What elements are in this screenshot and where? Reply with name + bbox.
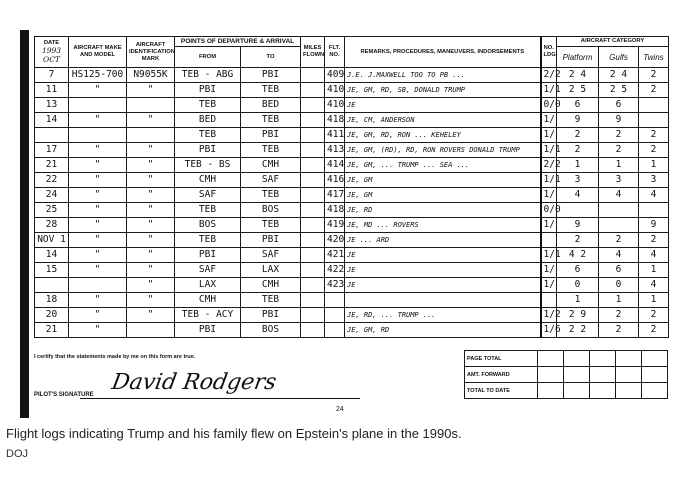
miles-cell bbox=[301, 308, 325, 323]
mark-cell: " bbox=[127, 233, 175, 248]
ldg-cell: 2/2 bbox=[541, 68, 557, 83]
ldg-cell: 1/ bbox=[541, 128, 557, 143]
from-cell: PBI bbox=[175, 323, 241, 338]
mark-cell: " bbox=[127, 158, 175, 173]
make-cell: " bbox=[69, 83, 127, 98]
category-2-cell: 1 bbox=[599, 293, 639, 308]
miles-cell bbox=[301, 188, 325, 203]
category-3-cell: 4 bbox=[639, 188, 669, 203]
from-cell: TEB bbox=[175, 98, 241, 113]
category-2-cell: 2 bbox=[599, 308, 639, 323]
mark-cell: " bbox=[127, 293, 175, 308]
category-3-cell: 9 bbox=[639, 218, 669, 233]
flt-cell: 418 bbox=[325, 113, 345, 128]
make-cell: " bbox=[69, 263, 127, 278]
image-credit: DOJ bbox=[6, 448, 28, 460]
ldg-cell: 1/2 bbox=[541, 308, 557, 323]
category-1-cell: 2 2 bbox=[557, 323, 599, 338]
category-2-cell: 4 bbox=[599, 188, 639, 203]
miles-flown-header: MILES FLOWN bbox=[301, 37, 325, 68]
remarks-cell: JE, GM, (RD), RD, RON ROVERS DONALD TRUMP bbox=[345, 143, 541, 158]
log-footer bbox=[34, 348, 668, 406]
category-2-cell: 2 5 bbox=[599, 83, 639, 98]
flight-log-table bbox=[34, 36, 669, 338]
log-row bbox=[35, 278, 669, 293]
flt-cell: 420 bbox=[325, 233, 345, 248]
flt-cell: 418 bbox=[325, 203, 345, 218]
make-cell: " bbox=[69, 248, 127, 263]
from-cell: CMH bbox=[175, 293, 241, 308]
make-cell: " bbox=[69, 143, 127, 158]
date-cell: 25 bbox=[35, 203, 69, 218]
date-cell: 22 bbox=[35, 173, 69, 188]
from-cell: TEB bbox=[175, 233, 241, 248]
make-cell: " bbox=[69, 113, 127, 128]
mark-cell: " bbox=[127, 173, 175, 188]
from-cell: BOS bbox=[175, 218, 241, 233]
mark-cell: " bbox=[127, 143, 175, 158]
flt-cell: 409 bbox=[325, 68, 345, 83]
to-cell: BOS bbox=[241, 203, 301, 218]
from-cell: PBI bbox=[175, 143, 241, 158]
ldg-cell: 1/6 bbox=[541, 323, 557, 338]
flt-cell: 421 bbox=[325, 248, 345, 263]
to-cell: SAF bbox=[241, 248, 301, 263]
flt-cell: 414 bbox=[325, 158, 345, 173]
miles-cell bbox=[301, 128, 325, 143]
category-2-cell: 2 4 bbox=[599, 68, 639, 83]
category-2-cell bbox=[599, 218, 639, 233]
remarks-cell: JE, MD ... ROVERS bbox=[345, 218, 541, 233]
miles-cell bbox=[301, 203, 325, 218]
mark-cell: N9055K bbox=[127, 68, 175, 83]
to-cell: PBI bbox=[241, 128, 301, 143]
make-cell: " bbox=[69, 203, 127, 218]
date-cell: 14 bbox=[35, 248, 69, 263]
log-row bbox=[35, 218, 669, 233]
remarks-cell: JE, CM, ANDERSON bbox=[345, 113, 541, 128]
to-cell: SAF bbox=[241, 173, 301, 188]
date-cell: 14 bbox=[35, 113, 69, 128]
flt-cell bbox=[325, 308, 345, 323]
miles-cell bbox=[301, 98, 325, 113]
miles-cell bbox=[301, 83, 325, 98]
log-row bbox=[35, 113, 669, 128]
flt-cell: 413 bbox=[325, 143, 345, 158]
page-number: 24 bbox=[336, 406, 344, 413]
log-row bbox=[35, 68, 669, 83]
category-3-cell: 2 bbox=[639, 68, 669, 83]
log-row bbox=[35, 143, 669, 158]
make-cell bbox=[69, 128, 127, 143]
aircraft-make-header: AIRCRAFT MAKE AND MODEL bbox=[69, 37, 127, 68]
mark-cell: " bbox=[127, 248, 175, 263]
make-cell: " bbox=[69, 173, 127, 188]
aircraft-id-header: AIRCRAFT IDENTIFICATION MARK bbox=[127, 37, 175, 68]
log-row bbox=[35, 83, 669, 98]
totals-row bbox=[465, 351, 668, 367]
category-2-cell: 4 bbox=[599, 248, 639, 263]
log-row bbox=[35, 293, 669, 308]
from-cell: TEB - ACY bbox=[175, 308, 241, 323]
category-1-cell: 2 4 bbox=[557, 68, 599, 83]
to-cell: TEB bbox=[241, 143, 301, 158]
log-row bbox=[35, 233, 669, 248]
ldg-cell: 1/1 bbox=[541, 83, 557, 98]
category-2-cell: 6 bbox=[599, 263, 639, 278]
from-cell: BED bbox=[175, 113, 241, 128]
certification-text: I certify that the statements made by me on this form are true. bbox=[34, 354, 196, 360]
category-1-cell: 2 bbox=[557, 233, 599, 248]
category-1-cell: 4 2 bbox=[557, 248, 599, 263]
category-3-cell: 3 bbox=[639, 173, 669, 188]
mark-cell: " bbox=[127, 263, 175, 278]
category-1-cell: 4 bbox=[557, 188, 599, 203]
remarks-cell: JE, RD, ... TRUMP ... bbox=[345, 308, 541, 323]
from-cell: TEB - ABG bbox=[175, 68, 241, 83]
log-row bbox=[35, 173, 669, 188]
miles-cell bbox=[301, 323, 325, 338]
miles-cell bbox=[301, 158, 325, 173]
make-cell bbox=[69, 98, 127, 113]
date-cell: 21 bbox=[35, 158, 69, 173]
pilot-signature-label: PILOT'S SIGNATURE bbox=[34, 392, 94, 398]
ldg-cell: 1/1 bbox=[541, 248, 557, 263]
category-3-cell: 2 bbox=[639, 128, 669, 143]
category-2-cell: 2 bbox=[599, 143, 639, 158]
miles-cell bbox=[301, 173, 325, 188]
remarks-cell: JE, GM bbox=[345, 188, 541, 203]
ldg-cell: 2/2 bbox=[541, 158, 557, 173]
page-total-label: PAGE TOTAL bbox=[465, 351, 538, 367]
category-1-cell: 9 bbox=[557, 218, 599, 233]
from-cell: CMH bbox=[175, 173, 241, 188]
mark-cell bbox=[127, 128, 175, 143]
flt-cell: 411 bbox=[325, 128, 345, 143]
mark-cell: " bbox=[127, 218, 175, 233]
category-3-cell: 1 bbox=[639, 158, 669, 173]
log-rows bbox=[35, 68, 669, 338]
ldg-cell: 1/1 bbox=[541, 143, 557, 158]
scan-edge-bar bbox=[20, 30, 29, 418]
log-row bbox=[35, 128, 669, 143]
make-cell: " bbox=[69, 188, 127, 203]
category-1-cell: 1 bbox=[557, 293, 599, 308]
miles-cell bbox=[301, 218, 325, 233]
miles-cell bbox=[301, 293, 325, 308]
ldg-cell: 1/1 bbox=[541, 173, 557, 188]
date-cell: 24 bbox=[35, 188, 69, 203]
category-2-cell: 2 bbox=[599, 233, 639, 248]
category-3-cell bbox=[639, 98, 669, 113]
remarks-cell bbox=[345, 293, 541, 308]
date-cell: 15 bbox=[35, 263, 69, 278]
category-2-cell: 6 bbox=[599, 98, 639, 113]
flt-cell: 410 bbox=[325, 98, 345, 113]
category-3-cell: 2 bbox=[639, 83, 669, 98]
date-cell: 17 bbox=[35, 143, 69, 158]
log-row bbox=[35, 248, 669, 263]
ldg-cell: 0/0 bbox=[541, 98, 557, 113]
totals-row bbox=[465, 367, 668, 383]
category-col-3: Twins bbox=[639, 47, 669, 68]
ldg-cell: 1/ bbox=[541, 263, 557, 278]
category-2-cell: 2 bbox=[599, 323, 639, 338]
date-cell bbox=[35, 128, 69, 143]
miles-cell bbox=[301, 263, 325, 278]
remarks-cell: JE, GM, RD bbox=[345, 323, 541, 338]
to-cell: BED bbox=[241, 98, 301, 113]
flt-cell: 417 bbox=[325, 188, 345, 203]
category-2-cell: 1 bbox=[599, 158, 639, 173]
total-to-date-label: TOTAL TO DATE bbox=[465, 383, 538, 399]
date-cell: 28 bbox=[35, 218, 69, 233]
category-1-cell: 1 bbox=[557, 158, 599, 173]
amt-forward-label: AMT. FORWARD bbox=[465, 367, 538, 383]
from-header: FROM bbox=[175, 47, 241, 68]
category-3-cell: 4 bbox=[639, 278, 669, 293]
log-row bbox=[35, 98, 669, 113]
from-cell: PBI bbox=[175, 83, 241, 98]
remarks-cell: JE, GM, ... TRUMP ... SEA ... bbox=[345, 158, 541, 173]
flt-cell: 423 bbox=[325, 278, 345, 293]
category-3-cell: 2 bbox=[639, 308, 669, 323]
pilot-signature: David Rodgers bbox=[109, 370, 279, 395]
from-cell: TEB bbox=[175, 203, 241, 218]
category-1-cell: 9 bbox=[557, 113, 599, 128]
category-1-cell: 2 bbox=[557, 128, 599, 143]
to-header: TO bbox=[241, 47, 301, 68]
flt-cell: 410 bbox=[325, 83, 345, 98]
category-2-cell: 3 bbox=[599, 173, 639, 188]
from-cell: LAX bbox=[175, 278, 241, 293]
mark-cell: " bbox=[127, 188, 175, 203]
category-3-cell: 2 bbox=[639, 143, 669, 158]
totals-table bbox=[464, 350, 668, 399]
category-3-cell: 1 bbox=[639, 263, 669, 278]
date-cell: 18 bbox=[35, 293, 69, 308]
no-ldg-header: NO. LDG. bbox=[541, 37, 557, 68]
flt-cell: 416 bbox=[325, 173, 345, 188]
make-cell: HS125-700 bbox=[69, 68, 127, 83]
ldg-cell: 1/ bbox=[541, 278, 557, 293]
mark-cell: " bbox=[127, 203, 175, 218]
category-2-cell: 9 bbox=[599, 113, 639, 128]
remarks-cell: JE bbox=[345, 248, 541, 263]
remarks-cell: JE, GM bbox=[345, 173, 541, 188]
mark-cell bbox=[127, 98, 175, 113]
ldg-cell bbox=[541, 293, 557, 308]
miles-cell bbox=[301, 143, 325, 158]
miles-cell bbox=[301, 233, 325, 248]
make-cell: " bbox=[69, 158, 127, 173]
date-cell: 13 bbox=[35, 98, 69, 113]
category-2-cell bbox=[599, 203, 639, 218]
category-1-cell bbox=[557, 203, 599, 218]
category-1-cell: 2 9 bbox=[557, 308, 599, 323]
make-cell: " bbox=[69, 323, 127, 338]
remarks-cell: JE ... ARD bbox=[345, 233, 541, 248]
miles-cell bbox=[301, 248, 325, 263]
category-1-cell: 0 bbox=[557, 278, 599, 293]
category-3-cell: 2 bbox=[639, 233, 669, 248]
ldg-cell: 1/ bbox=[541, 188, 557, 203]
flt-cell: 419 bbox=[325, 218, 345, 233]
to-cell: BOS bbox=[241, 323, 301, 338]
miles-cell bbox=[301, 113, 325, 128]
ldg-cell: 1/ bbox=[541, 218, 557, 233]
image-caption: Flight logs indicating Trump and his family flew on Epstein's plane in the 1990s. bbox=[6, 426, 462, 441]
date-cell: 7 bbox=[35, 68, 69, 83]
mark-cell: " bbox=[127, 278, 175, 293]
category-3-cell: 2 bbox=[639, 323, 669, 338]
log-row bbox=[35, 203, 669, 218]
to-cell: TEB bbox=[241, 188, 301, 203]
category-col-1: Platform bbox=[557, 47, 599, 68]
from-cell: TEB bbox=[175, 128, 241, 143]
category-3-cell bbox=[639, 113, 669, 128]
flt-cell bbox=[325, 293, 345, 308]
category-col-2: Gulfs bbox=[599, 47, 639, 68]
remarks-cell: JE, RD bbox=[345, 203, 541, 218]
make-cell: " bbox=[69, 293, 127, 308]
log-row bbox=[35, 308, 669, 323]
log-row bbox=[35, 188, 669, 203]
date-cell bbox=[35, 278, 69, 293]
to-cell: TEB bbox=[241, 218, 301, 233]
log-row bbox=[35, 323, 669, 338]
miles-cell bbox=[301, 68, 325, 83]
category-1-cell: 6 bbox=[557, 98, 599, 113]
totals-row bbox=[465, 383, 668, 399]
ldg-cell bbox=[541, 233, 557, 248]
category-2-cell: 2 bbox=[599, 128, 639, 143]
remarks-cell: JE bbox=[345, 263, 541, 278]
remarks-cell: JE bbox=[345, 278, 541, 293]
make-cell bbox=[69, 278, 127, 293]
category-3-cell: 1 bbox=[639, 293, 669, 308]
from-cell: PBI bbox=[175, 248, 241, 263]
category-3-cell: 4 bbox=[639, 248, 669, 263]
to-cell: LAX bbox=[241, 263, 301, 278]
category-1-cell: 6 bbox=[557, 263, 599, 278]
mark-cell: " bbox=[127, 308, 175, 323]
miles-cell bbox=[301, 278, 325, 293]
points-header: POINTS OF DEPARTURE & ARRIVAL bbox=[175, 37, 301, 47]
from-cell: SAF bbox=[175, 188, 241, 203]
mark-cell bbox=[127, 323, 175, 338]
category-3-cell bbox=[639, 203, 669, 218]
category-1-cell: 2 bbox=[557, 143, 599, 158]
to-cell: PBI bbox=[241, 233, 301, 248]
to-cell: TEB bbox=[241, 83, 301, 98]
make-cell: " bbox=[69, 218, 127, 233]
remarks-header: REMARKS, PROCEDURES, MANEUVERS, INDORSEMENTS bbox=[345, 37, 541, 68]
date-cell: 20 bbox=[35, 308, 69, 323]
remarks-cell: JE, GM, RD, SB, DONALD TRUMP bbox=[345, 83, 541, 98]
flt-no-header: FLT. NO. bbox=[325, 37, 345, 68]
to-cell: TEB bbox=[241, 293, 301, 308]
from-cell: SAF bbox=[175, 263, 241, 278]
flt-cell bbox=[325, 323, 345, 338]
to-cell: CMH bbox=[241, 278, 301, 293]
make-cell: " bbox=[69, 233, 127, 248]
to-cell: PBI bbox=[241, 68, 301, 83]
category-2-cell: 0 bbox=[599, 278, 639, 293]
to-cell: PBI bbox=[241, 308, 301, 323]
date-cell: 11 bbox=[35, 83, 69, 98]
category-1-cell: 2 5 bbox=[557, 83, 599, 98]
date-header: DATE 1993 OCT bbox=[35, 37, 69, 68]
from-cell: TEB - BS bbox=[175, 158, 241, 173]
flt-cell: 422 bbox=[325, 263, 345, 278]
make-cell: " bbox=[69, 308, 127, 323]
aircraft-category-header: AIRCRAFT CATEGORY bbox=[557, 37, 669, 47]
category-1-cell: 3 bbox=[557, 173, 599, 188]
signature-line bbox=[80, 398, 360, 399]
to-cell: TEB bbox=[241, 113, 301, 128]
date-cell: NOV 1 bbox=[35, 233, 69, 248]
log-row bbox=[35, 158, 669, 173]
ldg-cell: 0/0 bbox=[541, 203, 557, 218]
flight-log-scan bbox=[20, 30, 672, 418]
remarks-cell: JE bbox=[345, 98, 541, 113]
to-cell: CMH bbox=[241, 158, 301, 173]
date-cell: 21 bbox=[35, 323, 69, 338]
ldg-cell: 1/ bbox=[541, 113, 557, 128]
remarks-cell: JE, GM, RD, RON ... KEHELEY bbox=[345, 128, 541, 143]
mark-cell: " bbox=[127, 113, 175, 128]
remarks-cell: J.E. J.MAXWELL TOO TO PB ... bbox=[345, 68, 541, 83]
log-row bbox=[35, 263, 669, 278]
mark-cell: " bbox=[127, 83, 175, 98]
